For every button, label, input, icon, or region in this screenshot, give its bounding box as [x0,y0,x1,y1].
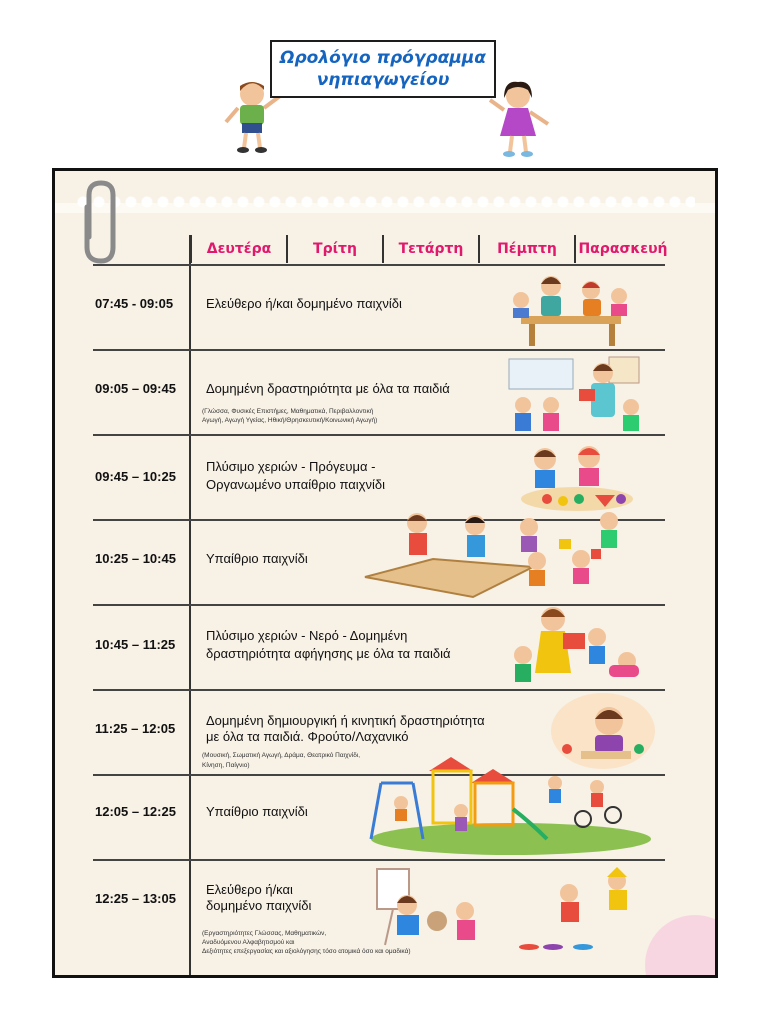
day-thursday: Πέμπτη [478,235,574,263]
day-friday: Παρασκευή [574,235,670,263]
day-wednesday: Τετάρτη [382,235,478,263]
row-activity-line: Οργανωμένο υπαίθριο παιχνίδι [206,477,385,492]
row-note-line: (Μουσική, Σωματική Αγωγή, Δράμα, Θεατρικό Παιχνίδι, [202,752,361,759]
row-time: 07:45 - 09:05 [95,296,174,311]
row-time: 09:45 – 10:25 [95,469,176,484]
decorative-dots [75,193,695,211]
corner-decoration [645,915,718,978]
free-play-icon [369,861,649,953]
children-table-icon [501,266,641,348]
row-time: 12:05 – 12:25 [95,804,176,819]
row-note-line: (Εργαστηριότητες Γλώσσας, Μαθηματικών, [202,930,327,937]
row-activity-line: Δομημένη δραστηριότητα με όλα τα παιδιά [206,381,450,396]
row-divider [93,349,665,351]
row-note-line: (Γλώσσα, Φυσικές Επιστήμες, Μαθηματικά, Περιβαλλοντική [202,408,374,415]
row-note-line: Κίνηση, Παίγνιο) [202,762,250,769]
sandbox-play-icon [363,509,648,599]
row-activity-line: Πλύσιμο χεριών - Πρόγευμα - [206,459,376,474]
row-activity-line: Υπαίθριο παιχνίδι [206,551,308,566]
banner-title-line2: νηπιαγωγείου [316,70,450,90]
day-tuesday: Τρίτη [286,235,382,263]
row-activity-line: Δομημένη δημιουργική ή κινητική δραστηριότητα [206,713,485,728]
days-header [190,235,670,263]
row-note-line: Αναδυόμενου Αλφαβητισμού και [202,939,295,946]
children-eating-fruit-icon [517,439,637,517]
teacher-reading-icon [505,355,645,435]
paperclip-icon [75,177,125,267]
row-time: 10:25 – 10:45 [95,551,176,566]
row-time: 11:25 – 12:05 [95,721,176,736]
row-time: 12:25 – 13:05 [95,891,176,906]
row-activity-line: Ελεύθερο ή/και [206,882,293,897]
row-activity-line: Υπαίθριο παιχνίδι [206,804,308,819]
column-divider [189,235,191,978]
day-monday: Δευτέρα [190,235,286,263]
row-note-line: Δεξιότητες επεξεργασίας και αξιολόγησης τόσο ατομικά όσο και ομαδικά) [202,948,411,955]
row-activity-line: Πλύσιμο χεριών - Νερό - Δομημένη [206,628,408,643]
title-banner [270,40,496,98]
playground-icon [351,753,651,859]
row-time: 10:45 – 11:25 [95,637,176,652]
banner-title-line1: Ωρολόγιο πρόγραμμα [280,48,486,68]
storytelling-icon [507,603,647,687]
row-time: 09:05 – 09:45 [95,381,176,396]
row-activity-line: Ελεύθερο ή/και δομημένο παιχνίδι [206,296,402,311]
schedule-card [52,168,718,978]
row-note-line: Αγωγή, Αγωγή Υγείας, Ηθική/Θρησκευτική/Κοινωνική Αγωγή) [202,417,378,424]
row-activity-line: δομημένο παιχνίδι [206,898,312,913]
row-activity-line: με όλα τα παιδιά. Φρούτο/Λαχανικό [206,729,409,744]
row-activity-line: δραστηριότητα αφήγησης με όλα τα παιδιά [206,646,451,661]
